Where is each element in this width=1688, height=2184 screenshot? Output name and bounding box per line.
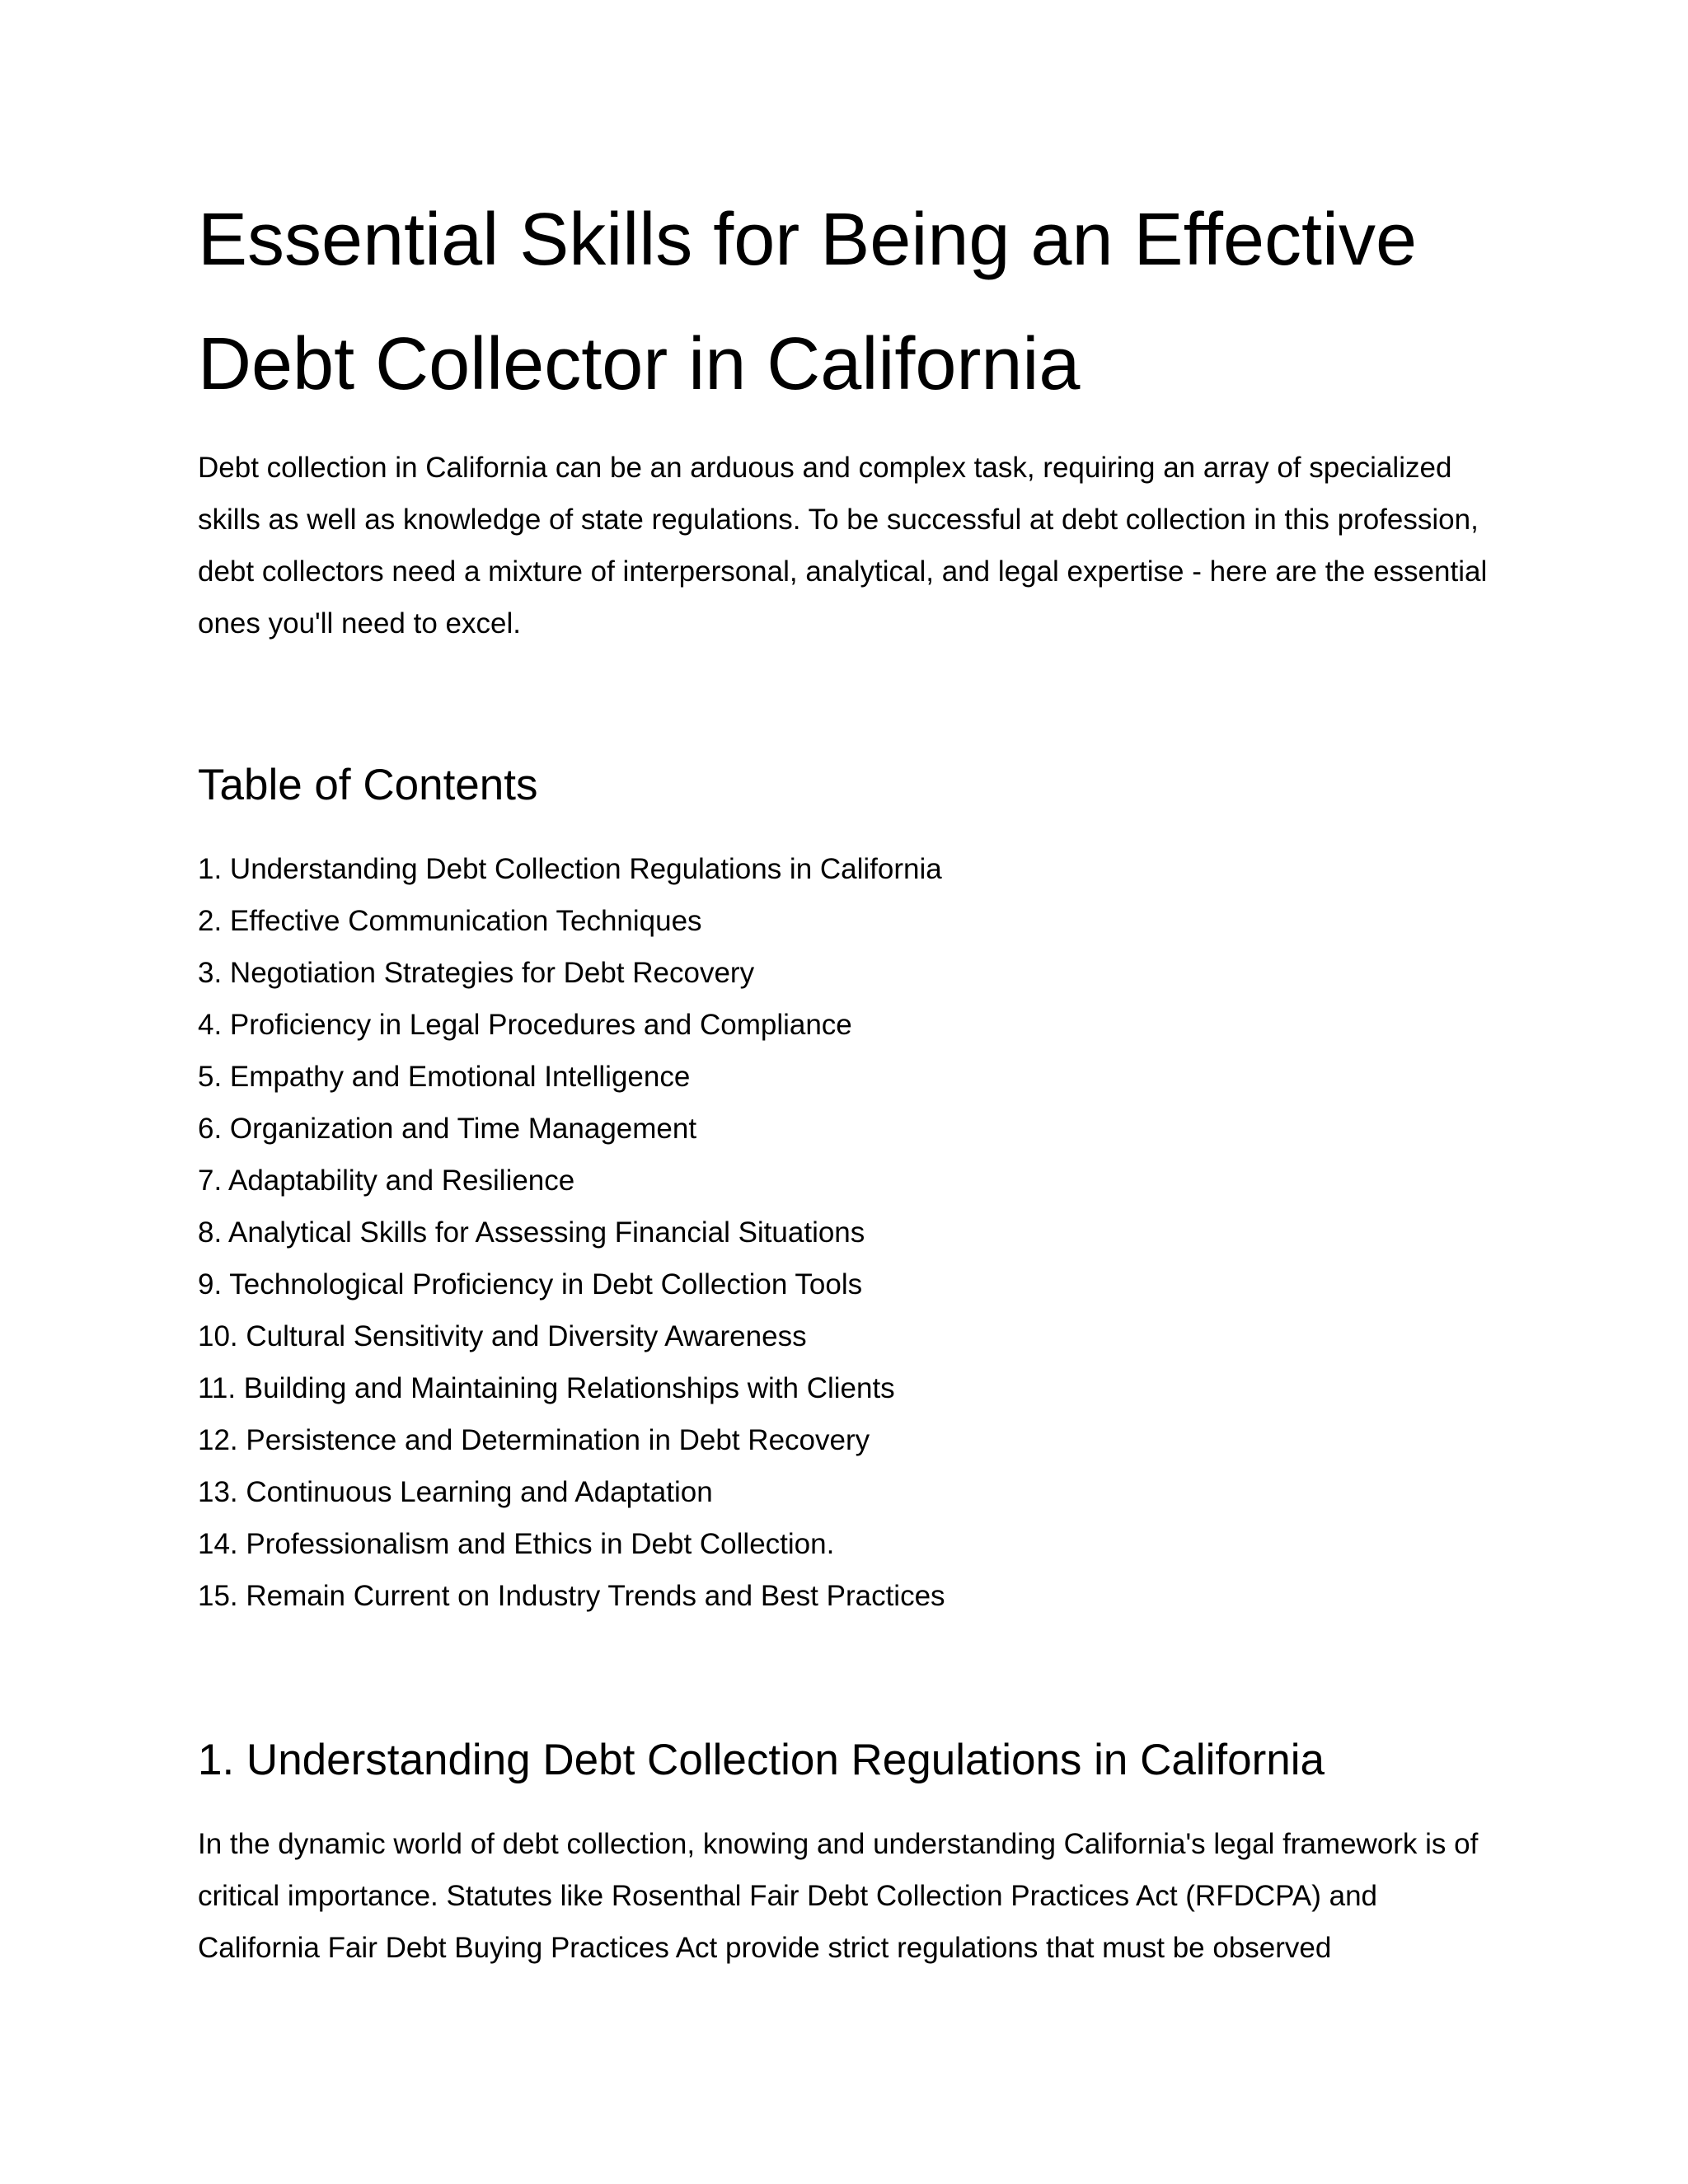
toc-item: 1. Understanding Debt Collection Regulations in California — [198, 853, 942, 885]
section-heading: 1. Understanding Debt Collection Regulations in California — [198, 1736, 1325, 1784]
table-of-contents — [198, 843, 945, 1622]
toc-item: 14. Professionalism and Ethics in Debt Collection. — [198, 1528, 835, 1560]
toc-item: 4. Proficiency in Legal Procedures and Compliance — [198, 1009, 852, 1041]
toc-item: 13. Continuous Learning and Adaptation — [198, 1476, 713, 1508]
toc-item: 6. Organization and Time Management — [198, 1113, 697, 1145]
intro-paragraph: Debt collection in California can be an arduous and complex task, requiring an array of specialized skills as well as knowledge of state regulations. To be successful at debt collection in this profession, debt collectors need a mixture of interpersonal, analytical, and legal expertise - here are the essential ones you'll need to excel. — [198, 452, 1488, 640]
toc-item: 3. Negotiation Strategies for Debt Recovery — [198, 957, 755, 989]
toc-heading: Table of Contents — [198, 761, 538, 809]
toc-item: 12. Persistence and Determination in Debt Recovery — [198, 1424, 870, 1456]
toc-item: 2. Effective Communication Techniques — [198, 905, 702, 937]
toc-item: 15. Remain Current on Industry Trends and Best Practices — [198, 1580, 945, 1612]
section-body-paragraph: In the dynamic world of debt collection, knowing and understanding California's legal framework is of critical importance. Statutes like Rosenthal Fair Debt Collection Practices Act (RFDCPA) and California Fair Debt Buying Practices Act provide strict regulations that must be observed — [198, 1828, 1479, 1964]
toc-item: 7. Adaptability and Resilience — [198, 1165, 575, 1197]
toc-item: 10. Cultural Sensitivity and Diversity Awareness — [198, 1320, 807, 1352]
document-title: Essential Skills for Being an Effective Debt Collector in California — [198, 199, 1418, 405]
toc-item: 5. Empathy and Emotional Intelligence — [198, 1061, 691, 1093]
toc-item: 11. Building and Maintaining Relationships with Clients — [198, 1372, 895, 1404]
toc-item: 8. Analytical Skills for Assessing Financial Situations — [198, 1216, 865, 1249]
toc-item: 9. Technological Proficiency in Debt Collection Tools — [198, 1268, 863, 1301]
